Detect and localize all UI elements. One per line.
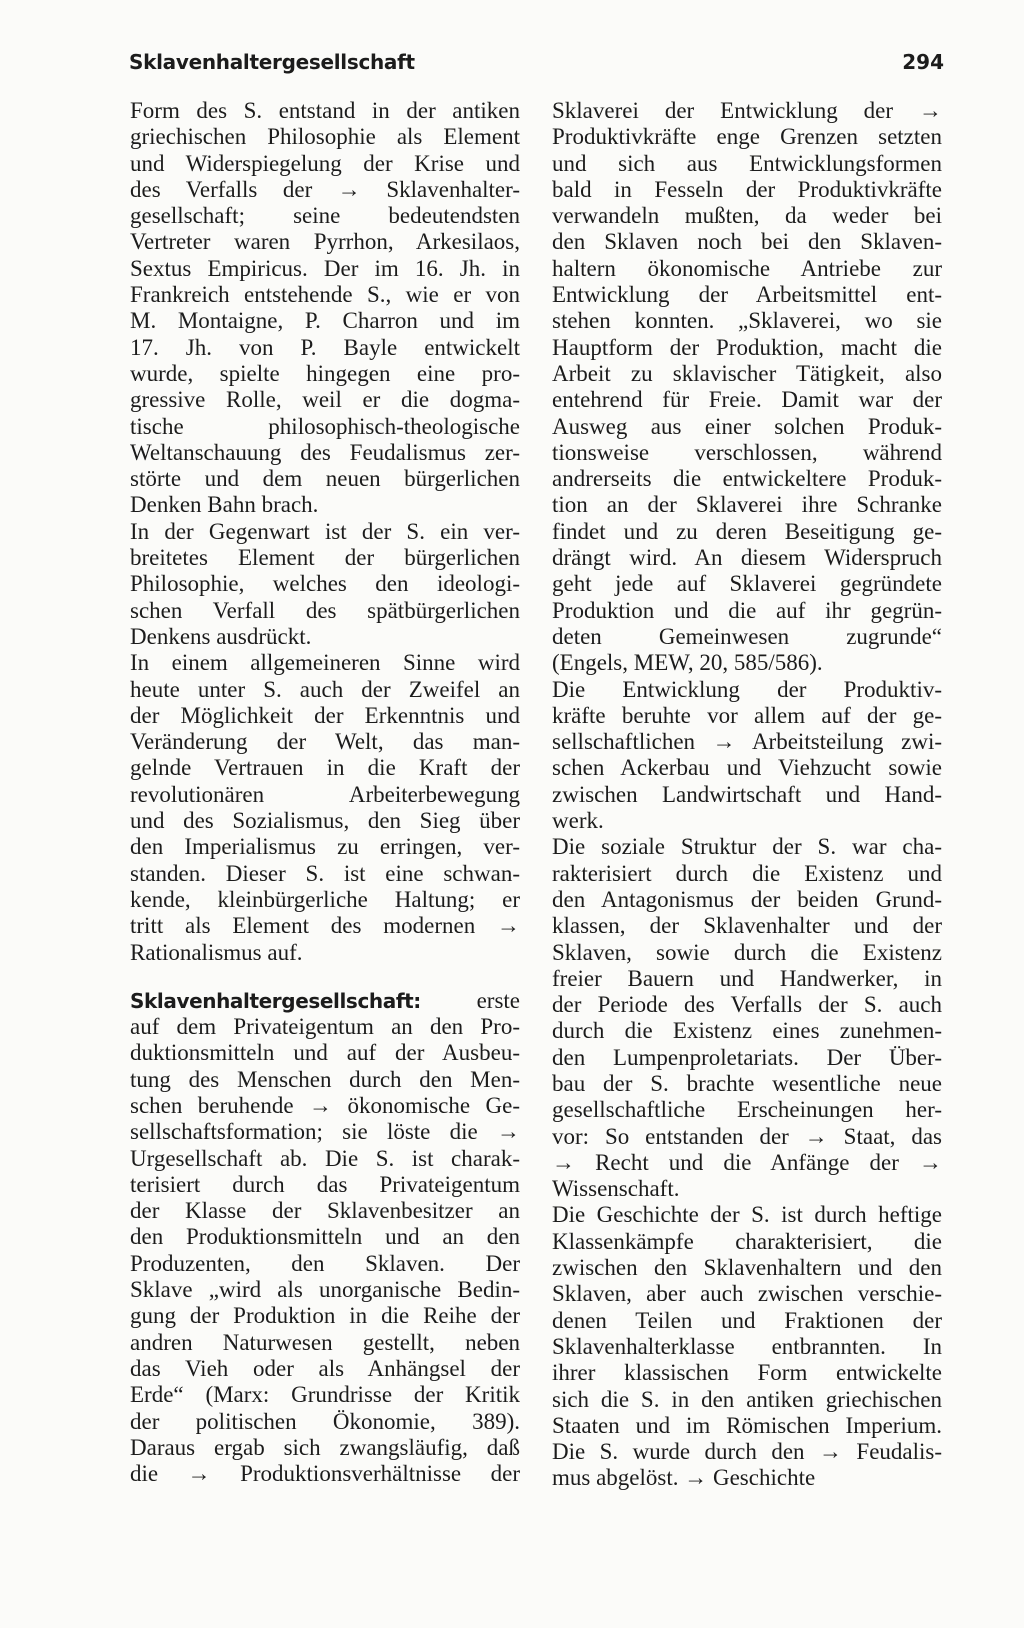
text-line: werk.	[552, 808, 604, 834]
entry-continuation	[552, 98, 942, 1492]
text-line: Wissenschaft.	[552, 1176, 680, 1202]
text-line: griechischen Philosophie als Element	[130, 124, 520, 150]
text-line: In einem allgemeineren Sinne wird	[130, 650, 520, 676]
right-column	[552, 98, 942, 1492]
text-line: ihrer klassischen Form entwickelte	[552, 1360, 942, 1386]
running-title: Sklavenhaltergesellschaft	[129, 50, 415, 74]
left-column	[130, 98, 520, 1487]
text-line: Sklave „wird als unorganische Bedin-	[130, 1277, 520, 1303]
text-line: klassen, der Sklavenhalter und der	[552, 913, 942, 939]
entry-first-line-rest: erste	[476, 987, 520, 1013]
text-line: Produktivkräfte enge Grenzen setzten	[552, 124, 942, 150]
text-line: sich die S. in den antiken griechischen	[552, 1386, 942, 1412]
text-line: Veränderung der Welt, das man-	[130, 729, 520, 755]
text-line: Erde“ (Marx: Grundrisse der Kritik	[130, 1382, 520, 1408]
text-line: kräfte beruhte vor allem auf der ge-	[552, 702, 942, 728]
text-line: und des Sozialismus, den Sieg über	[130, 808, 520, 834]
text-line: sellschaftlichen → Arbeitsteilung zwi-	[552, 729, 942, 755]
text-line: des Verfalls der → Sklavenhalter-	[130, 176, 520, 202]
text-line: gressive Rolle, weil er die dogma-	[130, 387, 520, 413]
text-line: Entwicklung der Arbeitsmittel ent-	[552, 282, 942, 308]
text-line: verwandeln mußten, da weder bei	[552, 203, 942, 229]
text-line: Philosophie, welches den ideologi-	[130, 571, 520, 597]
text-line: drängt wird. An diesem Widerspruch	[552, 545, 942, 571]
text-line: zwischen den Sklavenhaltern und den	[552, 1255, 942, 1281]
text-line: tische philosophisch-theologische	[130, 413, 520, 439]
text-line: Die S. wurde durch den → Feudalis-	[552, 1439, 942, 1465]
skeptizismus-continuation	[130, 98, 520, 966]
text-line: Rationalismus auf.	[130, 939, 303, 965]
text-line: gelnde Vertrauen in die Kraft der	[130, 755, 520, 781]
text-line: und sich aus Entwicklungsformen	[552, 150, 942, 176]
text-line: bald in Fesseln der Produktivkräfte	[552, 176, 942, 202]
text-line: Klassenkämpfe charakterisiert, die	[552, 1228, 942, 1254]
text-line: den Sklaven noch bei den Sklaven-	[552, 229, 942, 255]
text-line: der Periode des Verfalls der S. auch	[552, 992, 942, 1018]
text-line: In der Gegenwart ist der S. ein ver-	[130, 518, 520, 544]
text-line: der Möglichkeit der Erkenntnis und	[130, 702, 520, 728]
text-line: zwischen Landwirtschaft und Hand-	[552, 781, 942, 807]
text-line: auf dem Privateigentum an den Pro-	[130, 1014, 520, 1040]
text-line: der politischen Ökonomie, 389).	[130, 1408, 520, 1434]
text-line: vor: So entstanden der → Staat, das	[552, 1123, 942, 1149]
text-line: Staaten und im Römischen Imperium.	[552, 1412, 942, 1438]
text-line: tionsweise verschlossen, während	[552, 439, 942, 465]
text-line: stehen konnten. „Sklaverei, wo sie	[552, 308, 942, 334]
text-line: bau der S. brachte wesentliche neue	[552, 1070, 942, 1096]
text-line: Denkens ausdrückt.	[130, 623, 312, 649]
text-line: den Lumpenproletariats. Der Über-	[552, 1044, 942, 1070]
text-line: findet und zu deren Beseitigung ge-	[552, 518, 942, 544]
text-line: Sklaverei der Entwicklung der →	[552, 98, 942, 123]
text-line: Weltanschauung des Feudalismus zer-	[130, 439, 520, 465]
text-line: Daraus ergab sich zwangsläufig, daß	[130, 1434, 520, 1460]
text-line: Form des S. entstand in der antiken	[130, 98, 520, 123]
text-line: Arbeit zu sklavischer Tätigkeit, also	[552, 360, 942, 386]
text-line: M. Montaigne, P. Charron und im	[130, 308, 520, 334]
text-line: die → Produktionsverhältnisse der	[130, 1461, 520, 1487]
text-line: Die Geschichte der S. ist durch heftige	[552, 1202, 942, 1228]
text-line: Sextus Empiricus. Der im 16. Jh. in	[130, 255, 520, 281]
text-line: freier Bauern und Handwerker, in	[552, 965, 942, 991]
text-line: entehrend für Freie. Damit war der	[552, 387, 942, 413]
text-line: 17. Jh. von P. Bayle entwickelt	[130, 334, 520, 360]
text-line: breitetes Element der bürgerlichen	[130, 545, 520, 571]
text-line: → Recht und die Anfänge der →	[552, 1149, 942, 1175]
text-line: tritt als Element des modernen →	[130, 913, 520, 939]
text-line: Die soziale Struktur der S. war cha-	[552, 834, 942, 860]
text-line: und Widerspiegelung der Krise und	[130, 150, 520, 176]
text-line: tion an der Sklaverei ihre Schranke	[552, 492, 942, 518]
text-line: haltern ökonomische Antriebe zur	[552, 255, 942, 281]
text-line: gesellschaftliche Erscheinungen her-	[552, 1097, 942, 1123]
text-line: tung des Menschen durch den Men-	[130, 1066, 520, 1092]
text-line: Ausweg aus einer solchen Produk-	[552, 413, 942, 439]
text-line: wurde, spielte hingegen eine pro-	[130, 360, 520, 386]
text-line: duktionsmitteln und auf der Ausbeu-	[130, 1040, 520, 1066]
page-number: 294	[902, 50, 944, 74]
text-line: denen Teilen und Fraktionen der	[552, 1307, 942, 1333]
text-line: durch die Existenz eines zunehmen-	[552, 1018, 942, 1044]
text-line: rakterisiert durch die Existenz und	[552, 860, 942, 886]
text-line: Sklaven, sowie durch die Existenz	[552, 939, 942, 965]
text-line: Produktion und die auf ihr gegrün-	[552, 597, 942, 623]
text-line: den Produktionsmitteln und an den	[130, 1224, 520, 1250]
text-line: Sklavenhalterklasse entbrannten. In	[552, 1333, 942, 1359]
text-line: den Imperialismus zu erringen, ver-	[130, 834, 520, 860]
text-line: der Klasse der Sklavenbesitzer an	[130, 1198, 520, 1224]
text-line: Denken Bahn brach.	[130, 492, 319, 518]
entry-gap	[130, 966, 520, 988]
running-header	[129, 50, 944, 84]
text-line: schen Ackerbau und Viehzucht sowie	[552, 755, 942, 781]
text-line: Hauptform der Produktion, macht die	[552, 334, 942, 360]
text-line: gesellschaft; seine bedeutendsten	[130, 203, 520, 229]
text-line: schen Verfall des spätbürgerlichen	[130, 597, 520, 623]
text-line: mus abgelöst. → Geschichte	[552, 1465, 816, 1491]
text-line: gung der Produktion in die Reihe der	[130, 1303, 520, 1329]
text-line: schen beruhende → ökonomische Ge-	[130, 1092, 520, 1118]
text-line: andrerseits die entwickeltere Produk-	[552, 466, 942, 492]
entry-headword: Sklavenhaltergesellschaft:	[130, 988, 421, 1013]
text-line: Sklaven, aber auch zwischen verschie-	[552, 1281, 942, 1307]
text-line: heute unter S. auch der Zweifel an	[130, 676, 520, 702]
text-line: standen. Dieser S. ist eine schwan-	[130, 860, 520, 886]
text-line: das Vieh oder als Anhängsel der	[130, 1355, 520, 1381]
text-line: störte und dem neuen bürgerlichen	[130, 466, 520, 492]
text-line: revolutionären Arbeiterbewegung	[130, 781, 520, 807]
text-line: andren Naturwesen gestellt, neben	[130, 1329, 520, 1355]
text-line: den Antagonismus der beiden Grund-	[552, 886, 942, 912]
text-line: kende, kleinbürgerliche Haltung; er	[130, 886, 520, 912]
text-line: Die Entwicklung der Produktiv-	[552, 676, 942, 702]
text-line: Vertreter waren Pyrrhon, Arkesilaos,	[130, 229, 520, 255]
text-line: geht jede auf Sklaverei gegründete	[552, 571, 942, 597]
text-line: (Engels, MEW, 20, 585/586).	[552, 650, 823, 676]
text-line: Produzenten, den Sklaven. Der	[130, 1250, 520, 1276]
text-line: Frankreich entstehende S., wie er von	[130, 282, 520, 308]
text-line: deten Gemeinwesen zugrunde“	[552, 623, 942, 649]
entry-first-line	[130, 988, 520, 1014]
text-line: sellschaftsformation; sie löste die →	[130, 1119, 520, 1145]
text-line: Urgesellschaft ab. Die S. ist charak-	[130, 1145, 520, 1171]
sklavenhaltergesellschaft-entry	[130, 1014, 520, 1487]
text-line: terisiert durch das Privateigentum	[130, 1171, 520, 1197]
